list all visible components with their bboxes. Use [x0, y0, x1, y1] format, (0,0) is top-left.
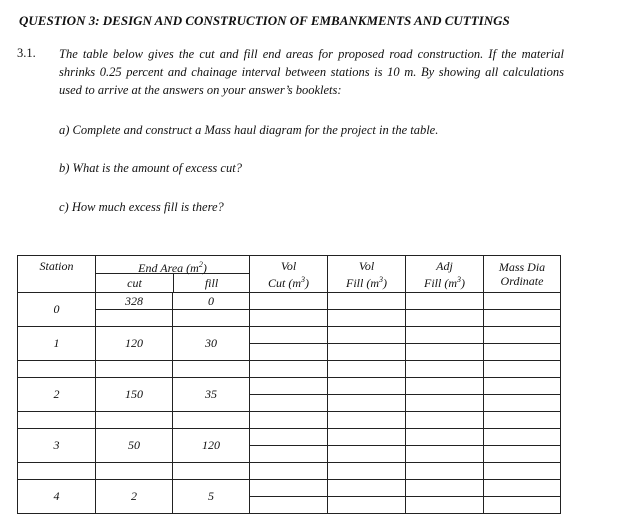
empty-cell [406, 310, 484, 327]
empty-cell [250, 463, 328, 480]
table-row [18, 429, 561, 446]
empty-cell [484, 395, 561, 412]
empty-cell [484, 327, 561, 344]
vol-cut-header: Vol Cut $(m^3)$ [250, 256, 328, 293]
empty-cell [484, 293, 561, 310]
table-row [18, 310, 561, 327]
empty-cell [250, 429, 328, 446]
empty-cell [173, 361, 250, 378]
empty-cell [250, 327, 328, 344]
cut-cell: 120 [96, 327, 173, 361]
empty-cell [250, 395, 328, 412]
empty-cell [250, 361, 328, 378]
empty-cell [484, 412, 561, 429]
empty-cell [328, 327, 406, 344]
empty-cell [173, 310, 250, 327]
cut-cell: 50 [96, 429, 173, 463]
table-row [18, 293, 561, 310]
empty-cell [250, 446, 328, 463]
fill-cell: 0 [173, 293, 250, 310]
station-cell: 0 [18, 293, 96, 327]
empty-cell [406, 344, 484, 361]
empty-cell [406, 395, 484, 412]
part-b: b) What is the amount of excess cut? [59, 161, 242, 175]
cut-cell: 2 [96, 480, 173, 514]
empty-cell [484, 310, 561, 327]
empty-cell [484, 378, 561, 395]
empty-cell [484, 497, 561, 514]
station-cell: 3 [18, 429, 96, 463]
empty-cell [406, 446, 484, 463]
header-row [18, 256, 561, 293]
empty-cell [406, 463, 484, 480]
fill-cell: 120 [173, 429, 250, 463]
station-header: Station [18, 256, 96, 293]
empty-cell [328, 395, 406, 412]
table-row [18, 361, 561, 378]
empty-cell [328, 310, 406, 327]
empty-cell [328, 361, 406, 378]
empty-cell [96, 463, 173, 480]
empty-cell [173, 463, 250, 480]
table-row [18, 480, 561, 497]
empty-cell [328, 446, 406, 463]
empty-cell [484, 480, 561, 497]
empty-cell [250, 480, 328, 497]
end-area-header: End Area $(m^2)$ cut fill [96, 256, 250, 293]
empty-cell [484, 344, 561, 361]
table-row [18, 412, 561, 429]
empty-cell [328, 429, 406, 446]
empty-cell [406, 293, 484, 310]
empty-cell [96, 361, 173, 378]
empty-cell [328, 497, 406, 514]
cut-header: cut [96, 274, 174, 292]
empty-cell [18, 463, 96, 480]
station-cell: 4 [18, 480, 96, 514]
empty-cell [250, 412, 328, 429]
part-c: c) How much excess fill is there? [59, 200, 224, 214]
empty-cell [18, 412, 96, 429]
empty-cell [328, 293, 406, 310]
empty-cell [406, 429, 484, 446]
fill-header: fill [204, 276, 219, 290]
empty-cell [406, 412, 484, 429]
empty-cell [328, 378, 406, 395]
empty-cell [484, 463, 561, 480]
empty-cell [328, 344, 406, 361]
fill-cell: 5 [173, 480, 250, 514]
station-cell: 2 [18, 378, 96, 412]
question-text: The table below gives the cut and fill end areas for proposed road construction. If the material shrinks 0.25 percent and chainage interval between stations is 10 m. By showing all calculations used to arrive at the answers on your answer’s booklets: [59, 47, 564, 97]
empty-cell [250, 497, 328, 514]
empty-cell [96, 310, 173, 327]
adj-fill-header: Adj Fill $(m^3)$ [406, 256, 484, 293]
empty-cell [250, 293, 328, 310]
table-row [18, 463, 561, 480]
station-cell: 1 [18, 327, 96, 361]
empty-cell [484, 361, 561, 378]
empty-cell [406, 497, 484, 514]
part-a: a) Complete and construct a Mass haul diagram for the project in the table. [59, 123, 439, 137]
empty-cell [250, 344, 328, 361]
empty-cell [250, 378, 328, 395]
empty-cell [406, 480, 484, 497]
empty-cell [406, 327, 484, 344]
empty-cell [173, 412, 250, 429]
empty-cell [96, 412, 173, 429]
empty-cell [250, 310, 328, 327]
empty-cell [484, 429, 561, 446]
empty-cell [406, 378, 484, 395]
vol-fill-header: Vol Fill $(m^3)$ [328, 256, 406, 293]
empty-cell [484, 446, 561, 463]
fill-cell: 30 [173, 327, 250, 361]
cut-cell: 150 [96, 378, 173, 412]
table-row [18, 327, 561, 344]
empty-cell [406, 361, 484, 378]
empty-cell [328, 412, 406, 429]
question-number: 3.1. [17, 46, 36, 60]
mass-ordinate-header: Mass Dia Ordinate [484, 256, 561, 293]
question-title: QUESTION 3: DESIGN AND CONSTRUCTION OF EMBANKMENTS AND CUTTINGS [19, 13, 510, 28]
empty-cell [328, 463, 406, 480]
empty-cell [18, 361, 96, 378]
mass-haul-table [17, 255, 561, 514]
cut-cell: 328 [96, 293, 173, 310]
table-row [18, 378, 561, 395]
empty-cell [328, 480, 406, 497]
fill-cell: 35 [173, 378, 250, 412]
